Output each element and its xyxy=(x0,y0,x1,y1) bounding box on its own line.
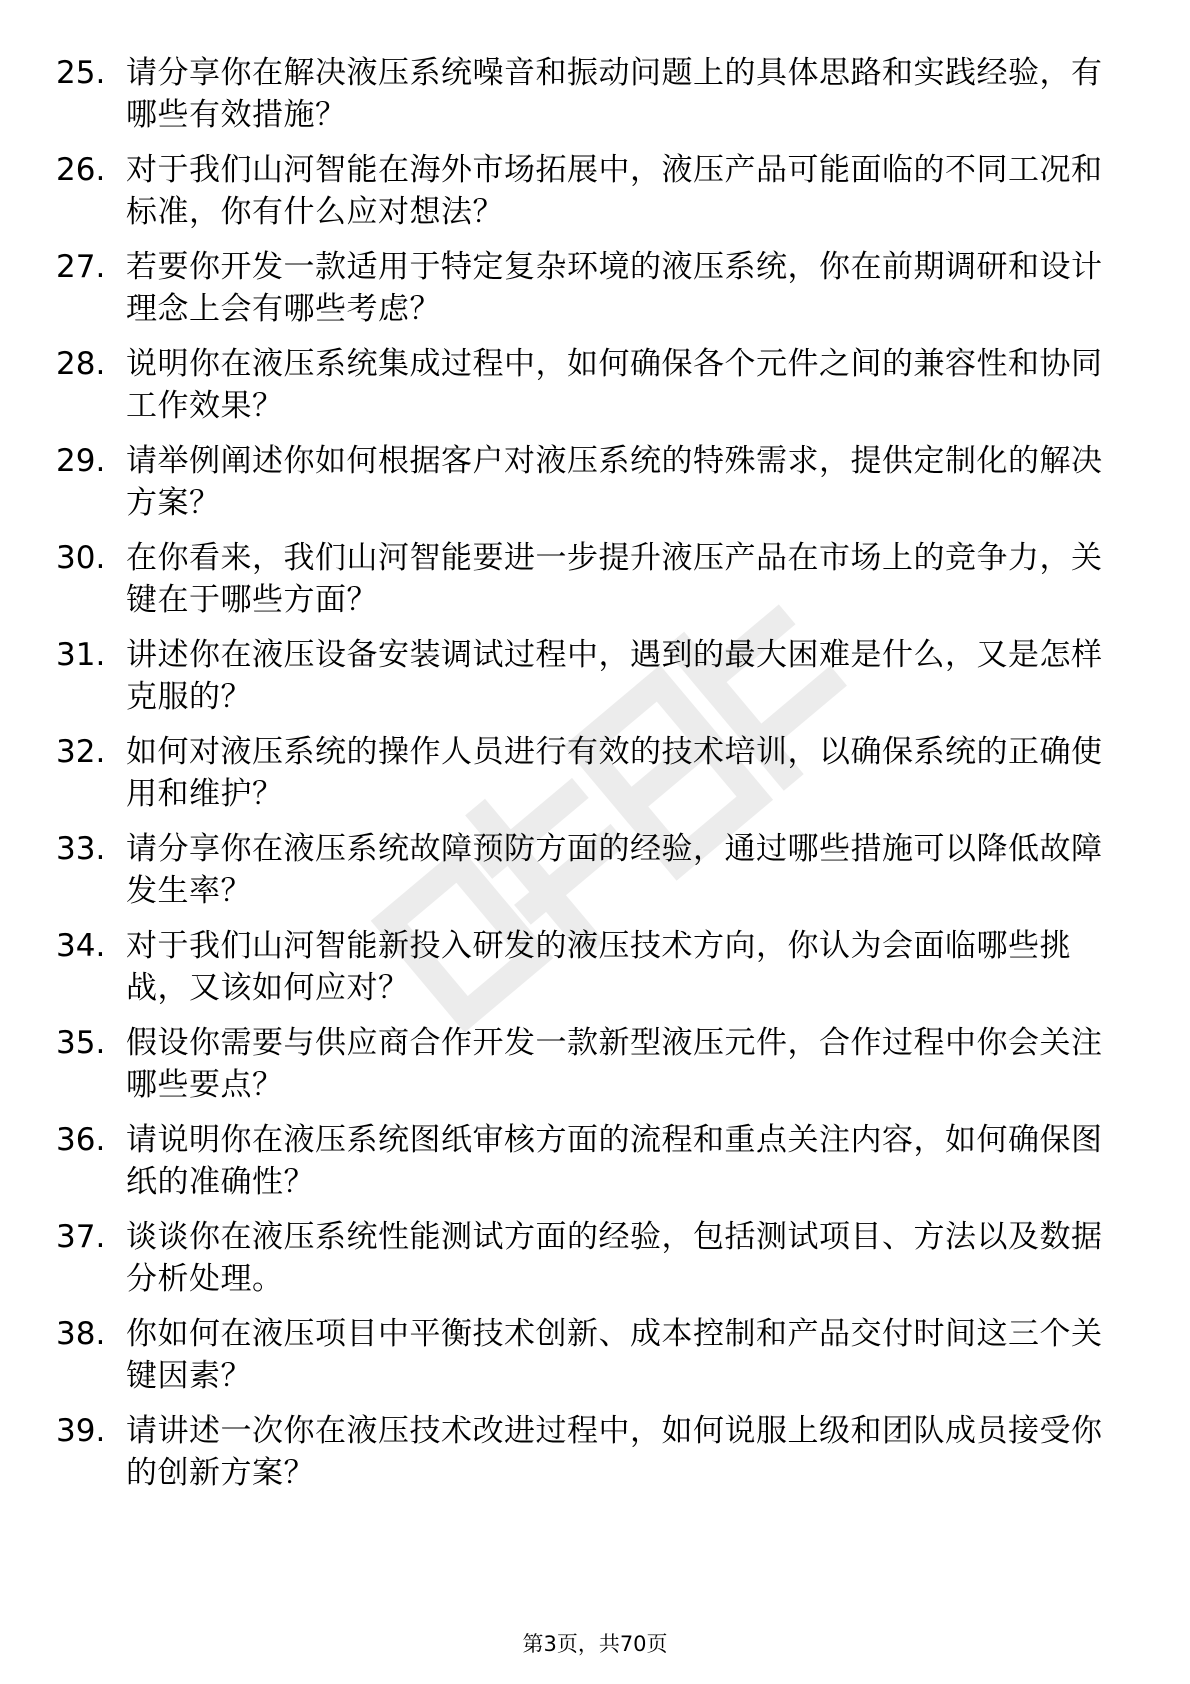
question-item-32 xyxy=(56,731,1116,828)
question-item-30 xyxy=(56,537,1116,634)
question-text: 请举例阐述你如何根据客户对液压系统的特殊需求，提供定制化的解决方案？ xyxy=(126,443,1103,521)
question-item-33 xyxy=(56,828,1116,925)
question-number: 35. xyxy=(56,1025,106,1061)
question-number: 25. xyxy=(56,55,106,91)
question-text: 对于我们山河智能在海外市场拓展中，液压产品可能面临的不同工况和标准，你有什么应对想法？ xyxy=(126,152,1103,230)
question-number: 34. xyxy=(56,928,106,964)
question-number: 27. xyxy=(56,249,106,285)
question-item-25 xyxy=(56,52,1116,149)
question-item-34 xyxy=(56,925,1116,1022)
question-number: 31. xyxy=(56,637,106,673)
question-item-28 xyxy=(56,343,1116,440)
page-number-label: 第3页，共70页 xyxy=(522,1632,668,1656)
question-item-36 xyxy=(56,1119,1116,1216)
question-text: 说明你在液压系统集成过程中，如何确保各个元件之间的兼容性和协同工作效果？ xyxy=(126,346,1103,424)
question-text: 在你看来，我们山河智能要进一步提升液压产品在市场上的竞争力，关键在于哪些方面？ xyxy=(126,540,1103,618)
question-item-39 xyxy=(56,1410,1116,1507)
question-number: 38. xyxy=(56,1316,106,1352)
question-item-31 xyxy=(56,634,1116,731)
question-text: 请分享你在解决液压系统噪音和振动问题上的具体思路和实践经验，有哪些有效措施？ xyxy=(126,55,1103,133)
question-text: 如何对液压系统的操作人员进行有效的技术培训，以确保系统的正确使用和维护？ xyxy=(126,734,1103,812)
question-text: 谈谈你在液压系统性能测试方面的经验，包括测试项目、方法以及数据分析处理。 xyxy=(126,1219,1103,1297)
question-list xyxy=(56,52,1116,1507)
question-number: 36. xyxy=(56,1122,106,1158)
question-number: 32. xyxy=(56,734,106,770)
question-number: 39. xyxy=(56,1413,106,1449)
question-text: 请说明你在液压系统图纸审核方面的流程和重点关注内容，如何确保图纸的准确性？ xyxy=(126,1122,1103,1200)
question-item-38 xyxy=(56,1313,1116,1410)
question-text: 对于我们山河智能新投入研发的液压技术方向，你认为会面临哪些挑战，又该如何应对？ xyxy=(126,928,1071,1006)
question-text: 请分享你在液压系统故障预防方面的经验，通过哪些措施可以降低故障发生率？ xyxy=(126,831,1103,909)
question-text: 若要你开发一款适用于特定复杂环境的液压系统，你在前期调研和设计理念上会有哪些考虑？ xyxy=(126,249,1103,327)
question-item-35 xyxy=(56,1022,1116,1119)
question-number: 30. xyxy=(56,540,106,576)
question-item-27 xyxy=(56,246,1116,343)
question-number: 33. xyxy=(56,831,106,867)
question-text: 请讲述一次你在液压技术改进过程中，如何说服上级和团队成员接受你的创新方案？ xyxy=(126,1413,1103,1491)
question-item-37 xyxy=(56,1216,1116,1313)
question-text: 讲述你在液压设备安装调试过程中，遇到的最大困难是什么，又是怎样克服的？ xyxy=(126,637,1103,715)
question-item-29 xyxy=(56,440,1116,537)
question-number: 26. xyxy=(56,152,106,188)
question-text: 你如何在液压项目中平衡技术创新、成本控制和产品交付时间这三个关键因素？ xyxy=(126,1316,1103,1394)
question-item-26 xyxy=(56,149,1116,246)
question-text: 假设你需要与供应商合作开发一款新型液压元件，合作过程中你会关注哪些要点？ xyxy=(126,1025,1103,1103)
question-number: 29. xyxy=(56,443,106,479)
question-number: 28. xyxy=(56,346,106,382)
page-footer xyxy=(0,1630,1190,1658)
question-number: 37. xyxy=(56,1219,106,1255)
